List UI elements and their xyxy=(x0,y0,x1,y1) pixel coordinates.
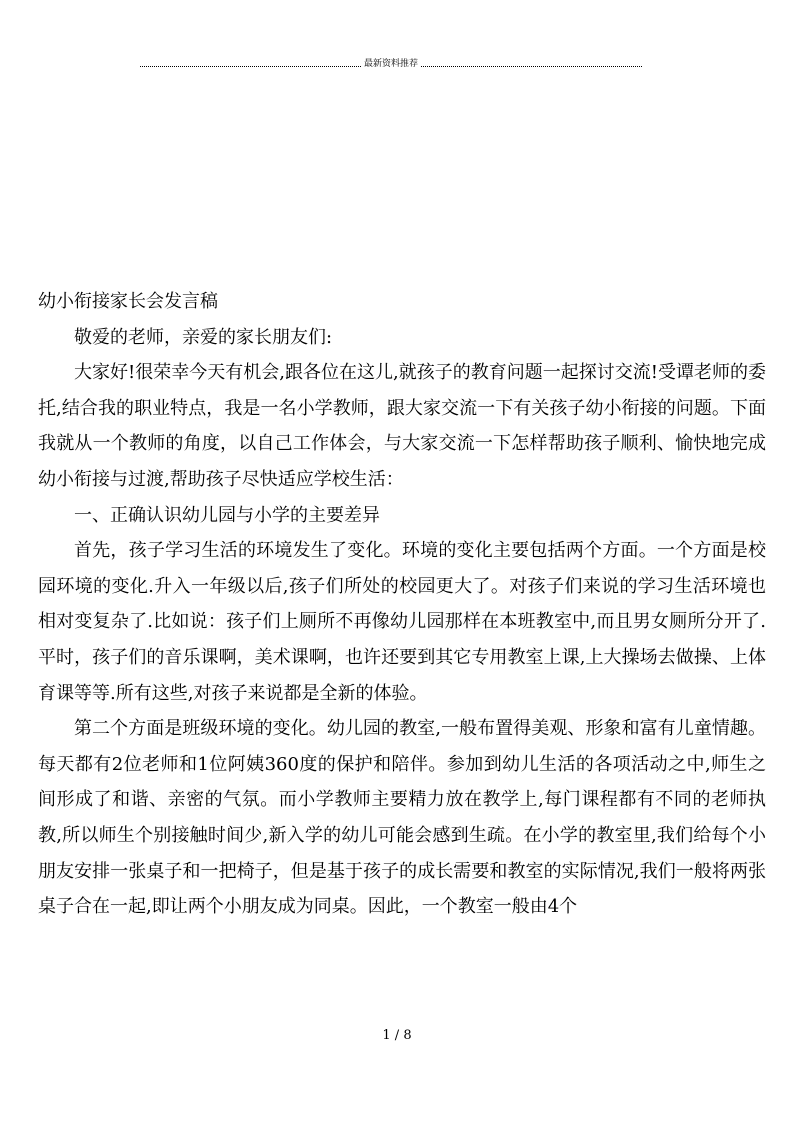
paragraph-intro: 大家好!很荣幸今天有机会,跟各位在这儿,就孩子的教育问题一起探讨交流!受谭老师的委托,结合我的职业特点，我是一名小学教师，跟大家交流一下有关孩子幼小衔接的问题。下面我就从一个教师的角度，以自己工作体会，与大家交流一下怎样帮助孩子顺利、愉快地完成幼小衔接与过渡,帮助孩子尽快适应学校生活： xyxy=(38,362,766,490)
page-number: 1 / 8 xyxy=(382,1028,412,1043)
document-title: 幼小衔接家长会发言稿 xyxy=(38,291,218,312)
header-label: 最新资料推荐 xyxy=(364,59,419,69)
document-body xyxy=(38,284,766,925)
paragraph-greeting: 敬爱的老师，亲爱的家长朋友们: xyxy=(74,326,333,348)
header-dots-left xyxy=(140,60,361,67)
paragraph-campus-environment: 首先，孩子学习生活的环境发生了变化。环境的变化主要包括两个方面。一个方面是校园环境的变化.升入一年级以后,孩子们所处的校园更大了。对孩子们来说的学习生活环境也相对变复杂了.比如说：孩子们上厕所不再像幼儿园那样在本班教室中,而且男女厕所分开了.平时，孩子们的音乐课啊，美术课啊，也许还要到其它专用教室上课,上大操场去做操、上体育课等等.所有这些,对孩子来说都是全新的体验。 xyxy=(38,540,766,704)
section-heading: 一、正确认识幼儿园与小学的主要差异 xyxy=(74,504,380,526)
page-header xyxy=(140,58,642,70)
header-dots-right xyxy=(421,60,642,67)
paragraph-class-environment: 第二个方面是班级环境的变化。幼儿园的教室,一般布置得美观、形象和富有儿童情趣。每天都有2位老师和1位阿姨360度的保护和陪伴。参加到幼儿生活的各项活动之中,师生之间形成了和谐、亲密的气氛。而小学教师主要精力放在教学上,每门课程都有不同的老师执教,所以师生个别接触时间少,新入学的幼儿可能会感到生疏。在小学的教室里,我们给每个小朋友安排一张桌子和一把椅子，但是基于孩子的成长需要和教室的实际情况,我们一般将两张桌子合在一起,即让两个小朋友成为同桌。因此，一个教室一般由4个 xyxy=(38,718,766,918)
